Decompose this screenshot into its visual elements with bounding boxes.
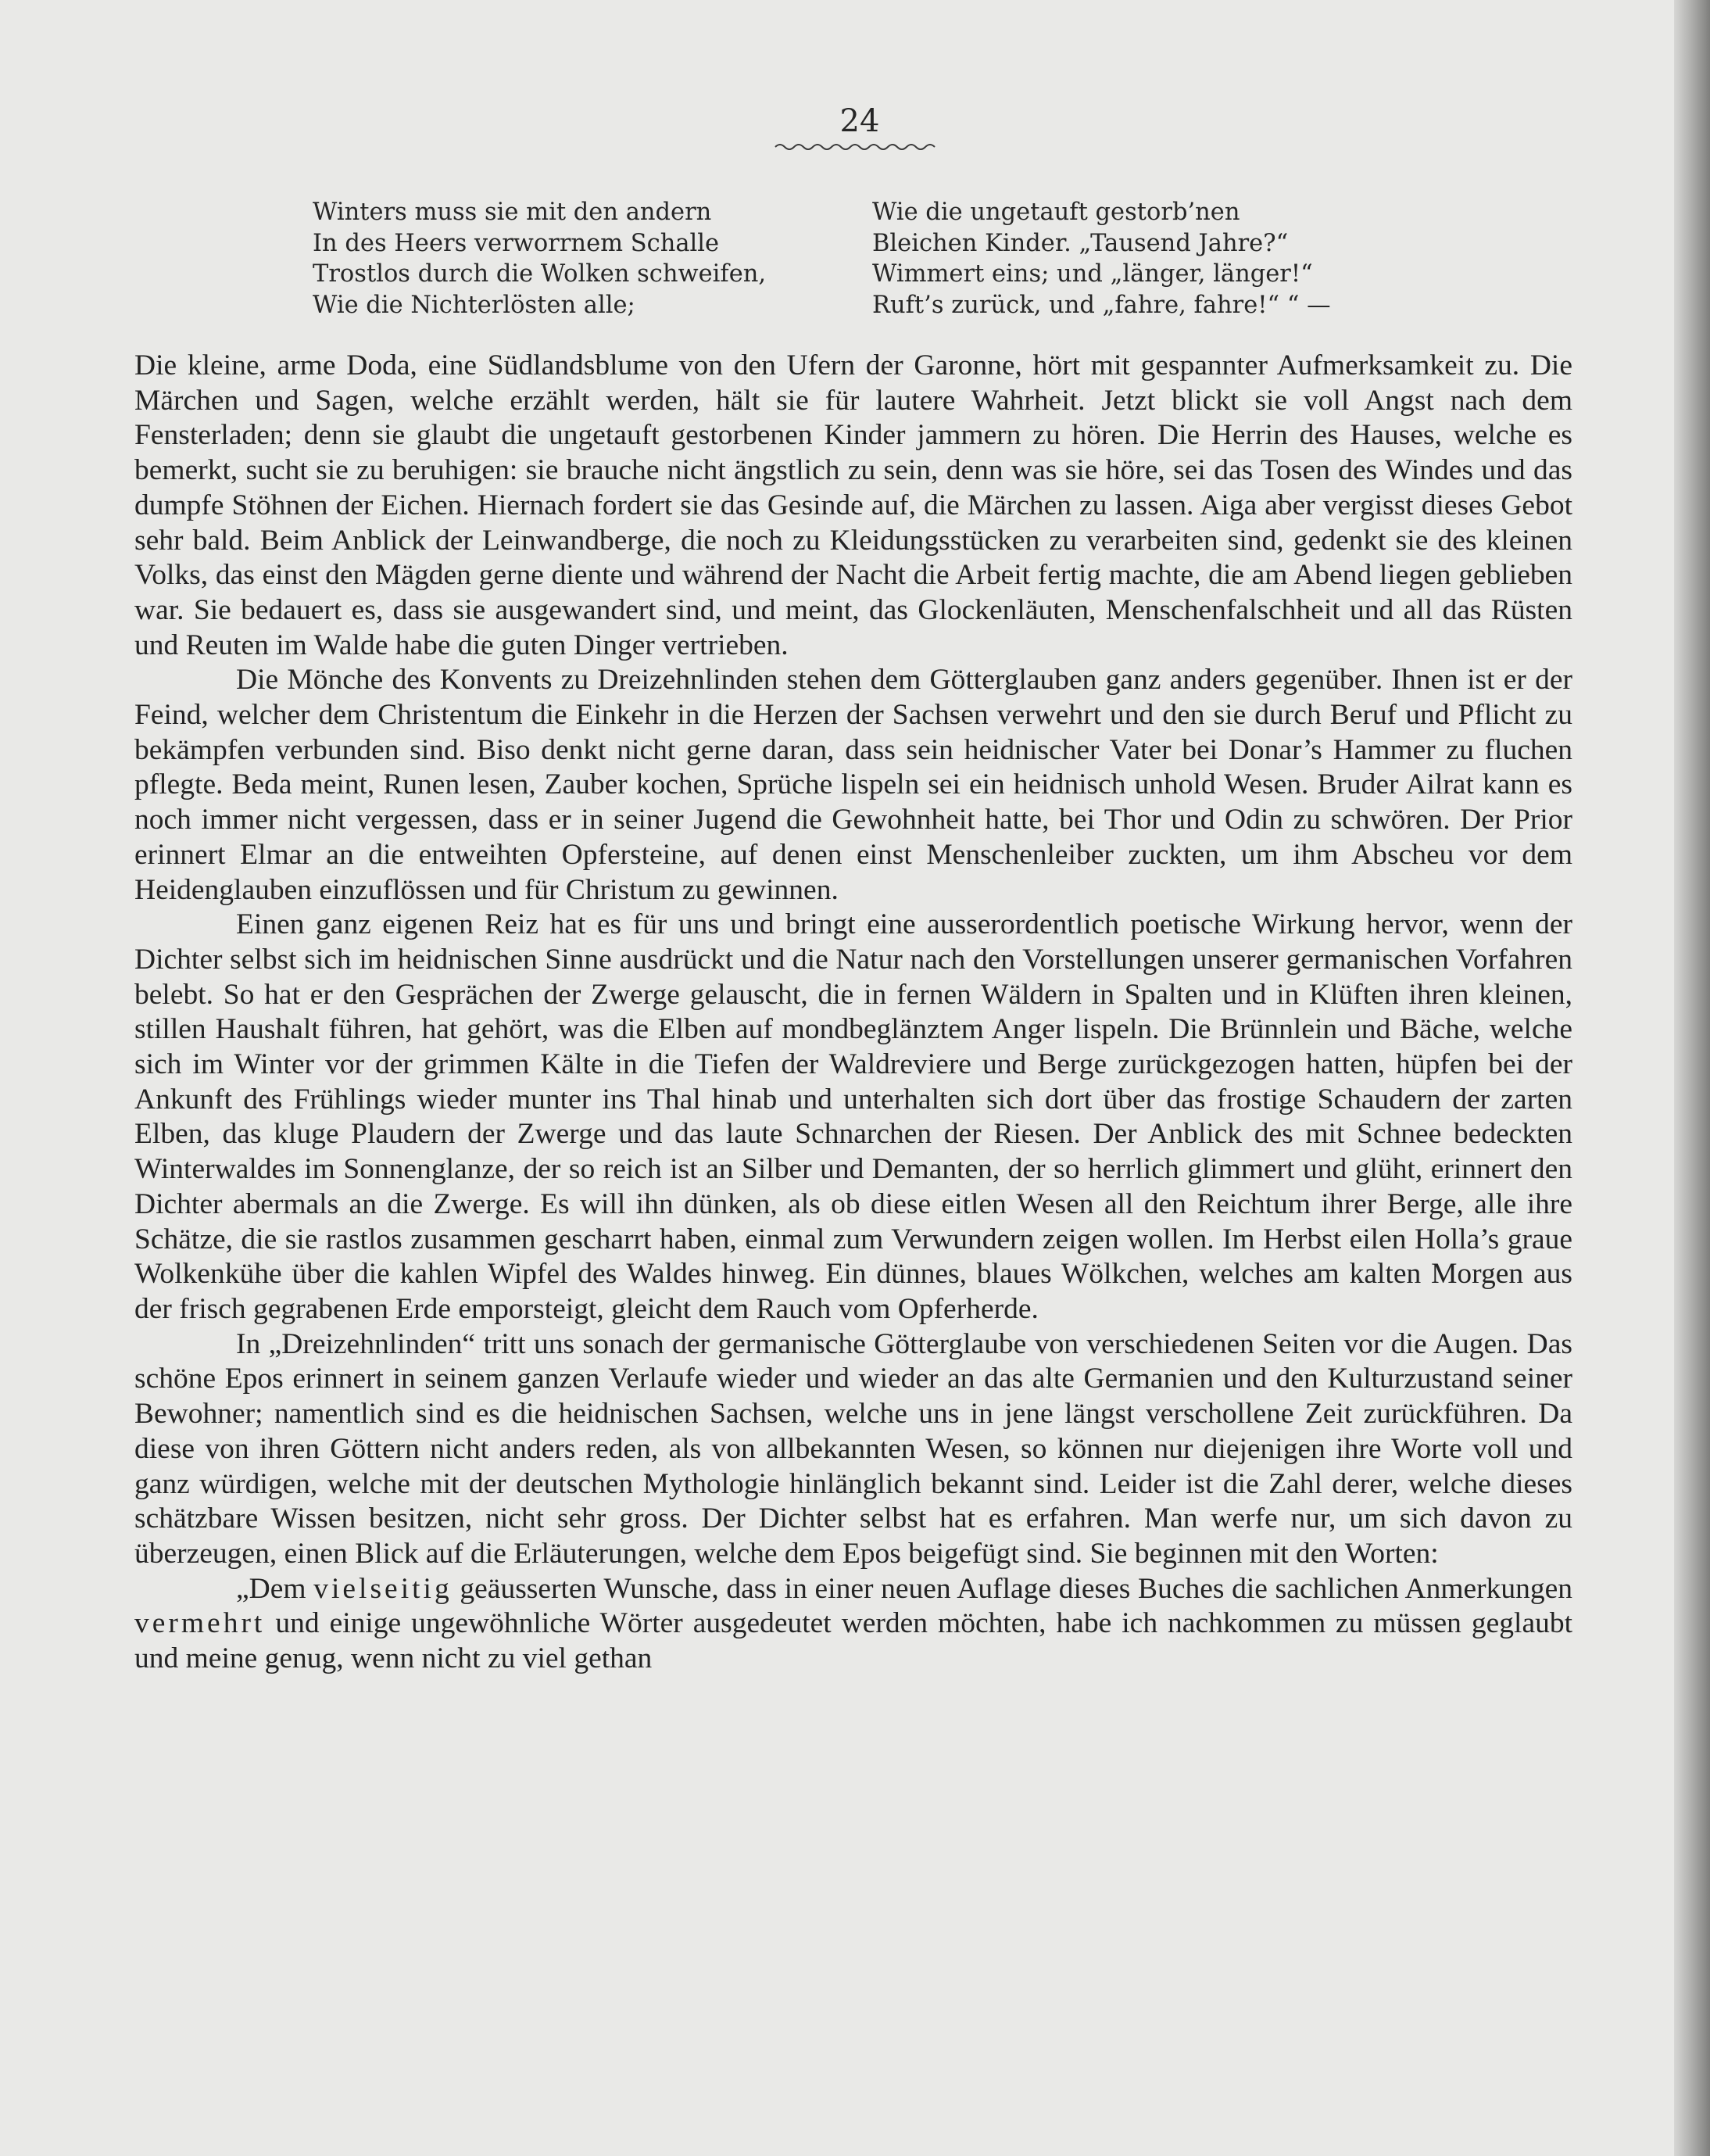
verse-column-left xyxy=(313,197,813,321)
page-edge-shadow xyxy=(1674,0,1710,2156)
verse-quotation xyxy=(313,197,1391,322)
quoted-paragraph xyxy=(134,1572,1572,1677)
paragraph: In „Dreizehnlinden“ tritt uns sonach der germanische Götterglaube von verschiedenen Seiten vor die Augen. Das schöne Epos erinnert in seinem ganzen Verlaufe wieder und wieder an das alte Germanien und den Kulturzustand seiner Bewohner; namentlich sind es die heidnischen Sachsen, welche uns in jene längst verschollene Zeit zurückführen. Da diese von ihren Göttern nicht anders reden, als von allbekannten Wesen, so können nur diejenigen ihre Worte voll und ganz würdigen, welche mit der deutschen Mythologie hinlänglich bekannt sind. Leider ist die Zahl derer, welche dieses schätzbare Wissen besitzen, nicht sehr gross. Der Dichter selbst hat es erfahren. Man werfe nur, um sich davon zu überzeugen, einen Blick auf die Erläuterungen, welche dem Epos beigefügt sind. Sie beginnen mit den Worten: xyxy=(134,1327,1572,1570)
verse-column-right xyxy=(872,197,1388,321)
body-text xyxy=(134,349,1572,1677)
paragraph: Die kleine, arme Doda, eine Südlandsblume von den Ufern der Garonne, hört mit gespannter Aufmerksamkeit zu. Die Märchen und Sagen, welche erzählt werden, hält sie für lautere Wahrheit. Jetzt blickt sie voll Angst nach dem Fensterladen; denn sie glaubt die ungetauft gestorbenen Kinder jammern zu hören. Die Herrin des Hauses, welche es bemerkt, sucht sie zu beruhigen: sie brauche nicht ängstlich zu sein, denn was sie höre, sei das Tosen des Windes und das dumpfe Stöhnen der Eichen. Hiernach fordert sie das Gesinde auf, die Märchen zu lassen. Aiga aber vergisst dieses Gebot sehr bald. Beim Anblick der Leinwandberge, die noch zu Kleidungsstücken zu verarbeiten sind, gedenkt sie des kleinen Volks, das einst den Mägden gerne diente und während der Nacht die Arbeit fertig machte, die am Abend liegen geblieben war. Sie bedauert es, dass sie ausgewandert sind, und meint, das Glockenläuten, Menschenfalschheit und all das Rüsten und Reuten im Walde habe die guten Dinger vertrieben. xyxy=(134,349,1572,661)
page-number-ornament xyxy=(774,141,938,153)
verse-line: In des Heers verworrnem Schalle xyxy=(313,229,720,257)
emphasis-spaced: vielseitig xyxy=(313,1572,453,1605)
quote-text: und einige ungewöhnliche Wörter ausgedeutet werden möchten, habe ich nachkommen zu müssen geglaubt und meine genug, wenn nicht zu viel gethan xyxy=(134,1607,1573,1675)
paragraph: Einen ganz eigenen Reiz hat es für uns und bringt eine ausserordentlich poetische Wirkung hervor, wenn der Dichter selbst sich im heidnischen Sinne ausdrückt und die Natur nach den Vorstellungen unserer germanischen Vorfahren belebt. So hat er den Gesprächen der Zwerge gelauscht, die in fernen Wäldern in Spalten und in Klüften ihren kleinen, stillen Haushalt führen, hat gehört, was die Elben auf mondbeglänztem Anger lispeln. Die Brünnlein und Bäche, welche sich im Winter vor der grimmen Kälte in die Tiefen der Waldreviere und Berge zurückgezogen hatten, hüpfen bei der Ankunft des Frühlings wieder munter ins Thal hinab und unterhalten sich dort über das frostige Schaudern der zarten Elben, das kluge Plaudern der Zwerge und das laute Schnarchen der Riesen. Der Anblick des mit Schnee bedeckten Winterwaldes im Sonnenglanze, der so reich ist an Silber und Demanten, der so herrlich glimmert und glüht, erinnert den Dichter abermals an die Zwerge. Es will ihn dünken, als ob diese eitlen Wesen all den Reichtum ihrer Berge, alle ihre Schätze, die sie rastlos zusammen gescharrt haben, einmal zum Verwundern zeigen wollen. Im Herbst eilen Holla’s graue Wolkenkühe über die kahlen Wipfel des Waldes hinweg. Ein dünnes, blaues Wölkchen, welches am kalten Morgen aus der frisch gegrabenen Erde emporsteigt, gleicht dem Rauch vom Opferherde. xyxy=(134,908,1572,1325)
paragraph: Die Mönche des Konvents zu Dreizehnlinden stehen dem Götterglauben ganz anders gegenüber. Ihnen ist er der Feind, welcher dem Christentum die Einkehr in die Herzen der Sachsen verwehrt und den sie durch Beruf und Pflicht zu bekämpfen verbunden sind. Biso denkt nicht gerne daran, dass sein heidnischer Vater bei Donar’s Hammer zu fluchen pflegte. Beda meint, Runen lesen, Zauber kochen, Sprüche lispeln sei ein heidnisch unhold Wesen. Bruder Ailrat kann es noch immer nicht vergessen, dass er in seiner Jugend die Gewohnheit hatte, bei Thor und Odin zu schwören. Der Prior erinnert Elmar an die entweihten Opfersteine, auf denen einst Menschenleiber zuckten, um ihm Abscheu vor dem Heidenglauben einzuflössen und für Christum zu gewinnen. xyxy=(134,664,1572,906)
emphasis-spaced: vermehrt xyxy=(134,1607,266,1640)
page-number: 24 xyxy=(839,103,880,139)
quote-text: geäusserten Wunsche, dass in einer neuen Auflage dieses Buches die sachlichen Anmerkungen xyxy=(460,1572,1573,1605)
verse-line: Ruft’s zurück, und „fahre, fahre!“ “ — xyxy=(872,291,1331,319)
verse-line: Winters muss sie mit den andern xyxy=(313,199,712,226)
verse-line: Wimmert eins; und „länger, länger!“ xyxy=(872,260,1313,288)
verse-line: Wie die ungetauft gestorb’nen xyxy=(872,199,1240,226)
verse-line: Bleichen Kinder. „Tausend Jahre?“ xyxy=(872,229,1289,257)
verse-line: Trostlos durch die Wolken schweifen, xyxy=(313,260,767,288)
verse-line: Wie die Nichterlösten alle; xyxy=(313,291,635,319)
quote-open: „Dem xyxy=(236,1572,306,1605)
